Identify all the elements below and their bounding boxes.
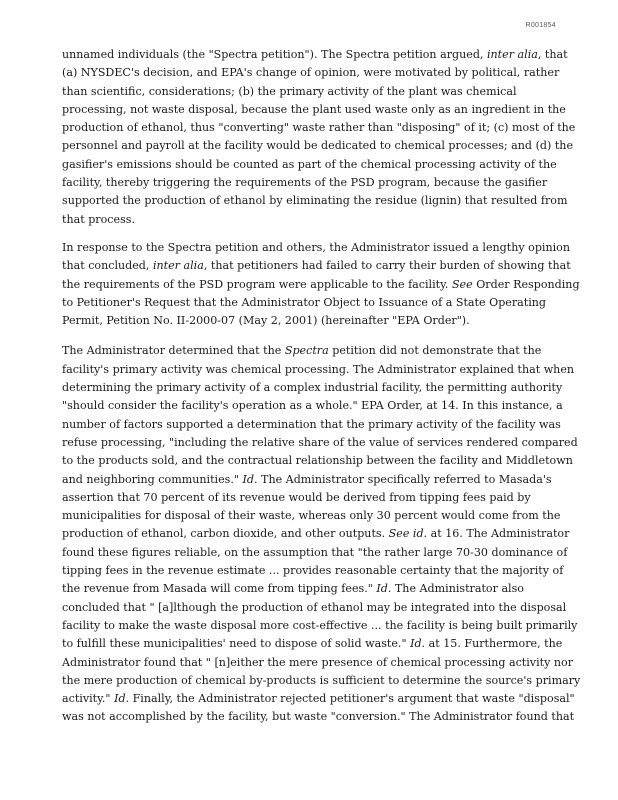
text-segment: that process. — [62, 212, 135, 226]
text-segment: The Administrator specifically referred to Masada's — [257, 472, 552, 486]
text-line — [62, 599, 567, 617]
text-segment: at 16. The Administrator — [427, 527, 570, 541]
italic-text: Id. — [242, 472, 258, 486]
text-segment: The Administrator determined that the — [62, 344, 285, 358]
text-segment: to fulfill these municipalities' need to dispose of solid waste." — [62, 637, 411, 651]
bates-stamp: R001854 — [525, 22, 556, 29]
text-segment: than scientific, considerations; (b) the primary activity of the plant was chemical — [62, 84, 517, 98]
text-segment: (a) NYSDEC's decision, and EPA's change of opinion, were motivated by political, rather — [62, 66, 560, 80]
text-line — [62, 416, 561, 434]
text-segment: processing, not waste disposal, because the plant used waste only as an ingredient in the — [62, 102, 566, 116]
text-segment: personnel and payroll at the facility would be dedicated to chemical processes; and (d) the — [62, 139, 574, 153]
text-segment: tipping fees in the revenue estimate ... provides reasonable certainty that the majority of — [62, 564, 564, 578]
text-segment: , that — [537, 48, 568, 61]
text-line — [62, 452, 573, 470]
text-segment: The Administrator also — [391, 582, 524, 596]
text-line — [62, 276, 580, 294]
text-segment: production of ethanol, thus "converting" waste rather than "disposing" of it; (c) most of the — [62, 121, 576, 135]
document-body — [62, 46, 581, 739]
text-segment: at 15. Furthermore, the — [425, 637, 563, 651]
italic-text: See id. — [388, 527, 428, 541]
text-line — [62, 471, 556, 489]
text-line — [62, 46, 568, 64]
text-line — [62, 654, 574, 672]
italic-text: Id. — [410, 637, 426, 651]
italic-text: inter alia — [152, 259, 204, 273]
text-segment: determining the primary activity of a complex industrial facility, the permitting authority — [62, 381, 563, 395]
text-segment: refuse processing, "including the relative share of the value of services rendered compared — [62, 435, 578, 449]
text-line — [62, 192, 568, 210]
text-segment: number of factors supported a determination that the primary activity of the facility was — [62, 417, 561, 431]
italic-text: Id. — [114, 692, 130, 706]
text-line — [62, 342, 556, 360]
text-line — [62, 708, 575, 726]
text-line — [62, 434, 578, 452]
text-line — [62, 83, 556, 101]
text-segment: supported the production of ethanol by eliminating the residue (lignin) that resulted from — [62, 194, 568, 208]
text-line — [62, 690, 575, 708]
text-segment: was not accomplished by the facility, but waste "conversion." The Administrator found that — [62, 710, 575, 724]
text-line — [62, 119, 576, 137]
text-segment: facility, thereby triggering the requirements of the PSD program, because the gasifier — [62, 176, 548, 190]
text-line — [62, 64, 560, 82]
text-segment: Finally, the Administrator rejected petitioner's argument that waste "disposal" — [129, 692, 575, 706]
text-segment: production of ethanol, carbon dioxide, and other outputs. — [62, 527, 389, 541]
text-segment: that concluded, — [62, 259, 153, 273]
text-line — [62, 489, 556, 507]
text-segment: the revenue from Masada will come from tipping fees." — [62, 582, 377, 596]
text-segment: municipalities for disposal of their waste, whereas only 30 percent would come from the — [62, 509, 561, 523]
italic-text: inter alia — [486, 48, 538, 61]
text-segment: to the products sold, and the contractual relationship between the facility and Middletown — [62, 454, 573, 468]
text-line — [62, 174, 556, 192]
text-line — [62, 379, 563, 397]
text-line — [62, 672, 581, 690]
text-segment: Administrator found that " [n]either the mere presence of chemical processing activity nor — [62, 655, 574, 669]
text-line — [62, 156, 556, 174]
text-segment: the mere production of chemical by-products is sufficient to determine the source's primary — [62, 673, 581, 687]
text-line — [62, 239, 570, 257]
text-segment: petition did not demonstrate that the — [328, 344, 542, 358]
text-segment: to Petitioner's Request that the Administrator Object to Issuance of a State Operating — [62, 295, 547, 309]
text-segment: unnamed individuals (the "Spectra petition"). The Spectra petition argued, — [62, 48, 487, 61]
text-segment: found these figures reliable, on the assumption that "the rather large 70-30 dominance of — [62, 545, 568, 559]
text-line — [62, 525, 570, 543]
italic-text: Spectra — [284, 344, 329, 358]
text-line — [62, 294, 556, 312]
text-segment: , that petitioners had failed to carry their burden of showing that — [203, 259, 571, 273]
text-segment: facility's primary activity was chemical processing. The Administrator explained that when — [62, 362, 575, 376]
text-line — [62, 257, 571, 275]
text-segment: activity." — [62, 692, 115, 706]
text-line — [62, 617, 578, 635]
text-line — [62, 580, 556, 598]
text-segment: gasifier's emissions should be counted as part of the chemical processing activity of the — [62, 157, 557, 171]
text-line — [62, 361, 575, 379]
text-segment: assertion that 70 percent of its revenue would be derived from tipping fees paid by — [62, 490, 531, 504]
text-segment: and neighboring communities." — [62, 472, 243, 486]
italic-text: Id. — [376, 582, 392, 596]
text-segment: the requirements of the PSD program were applicable to the facility. — [62, 277, 452, 291]
paragraph — [62, 342, 581, 726]
text-segment: In response to the Spectra petition and others, the Administrator issued a lengthy opinion — [62, 240, 570, 254]
text-segment: Permit, Petition No. II-2000-07 (May 2, 2001) (hereinafter "EPA Order"). — [62, 314, 470, 328]
text-line — [62, 137, 574, 155]
paragraph — [62, 46, 576, 229]
text-line — [62, 397, 563, 415]
text-line — [62, 544, 568, 562]
italic-text: See — [451, 277, 473, 291]
text-line — [62, 562, 564, 580]
text-segment: facility to make the waste disposal more cost-effective ... the facility is being built primarily — [62, 618, 578, 632]
text-line — [62, 211, 556, 229]
text-line — [62, 635, 563, 653]
text-segment: concluded that " [a]lthough the production of ethanol may be integrated into the disposal — [62, 600, 567, 614]
text-line — [62, 507, 561, 525]
text-segment: Order Responding — [472, 277, 580, 291]
paragraph — [62, 239, 580, 330]
text-line — [62, 312, 556, 330]
text-segment: "should consider the facility's operation as a whole." EPA Order, at 14. In this instance, a — [62, 399, 563, 413]
text-line — [62, 101, 566, 119]
